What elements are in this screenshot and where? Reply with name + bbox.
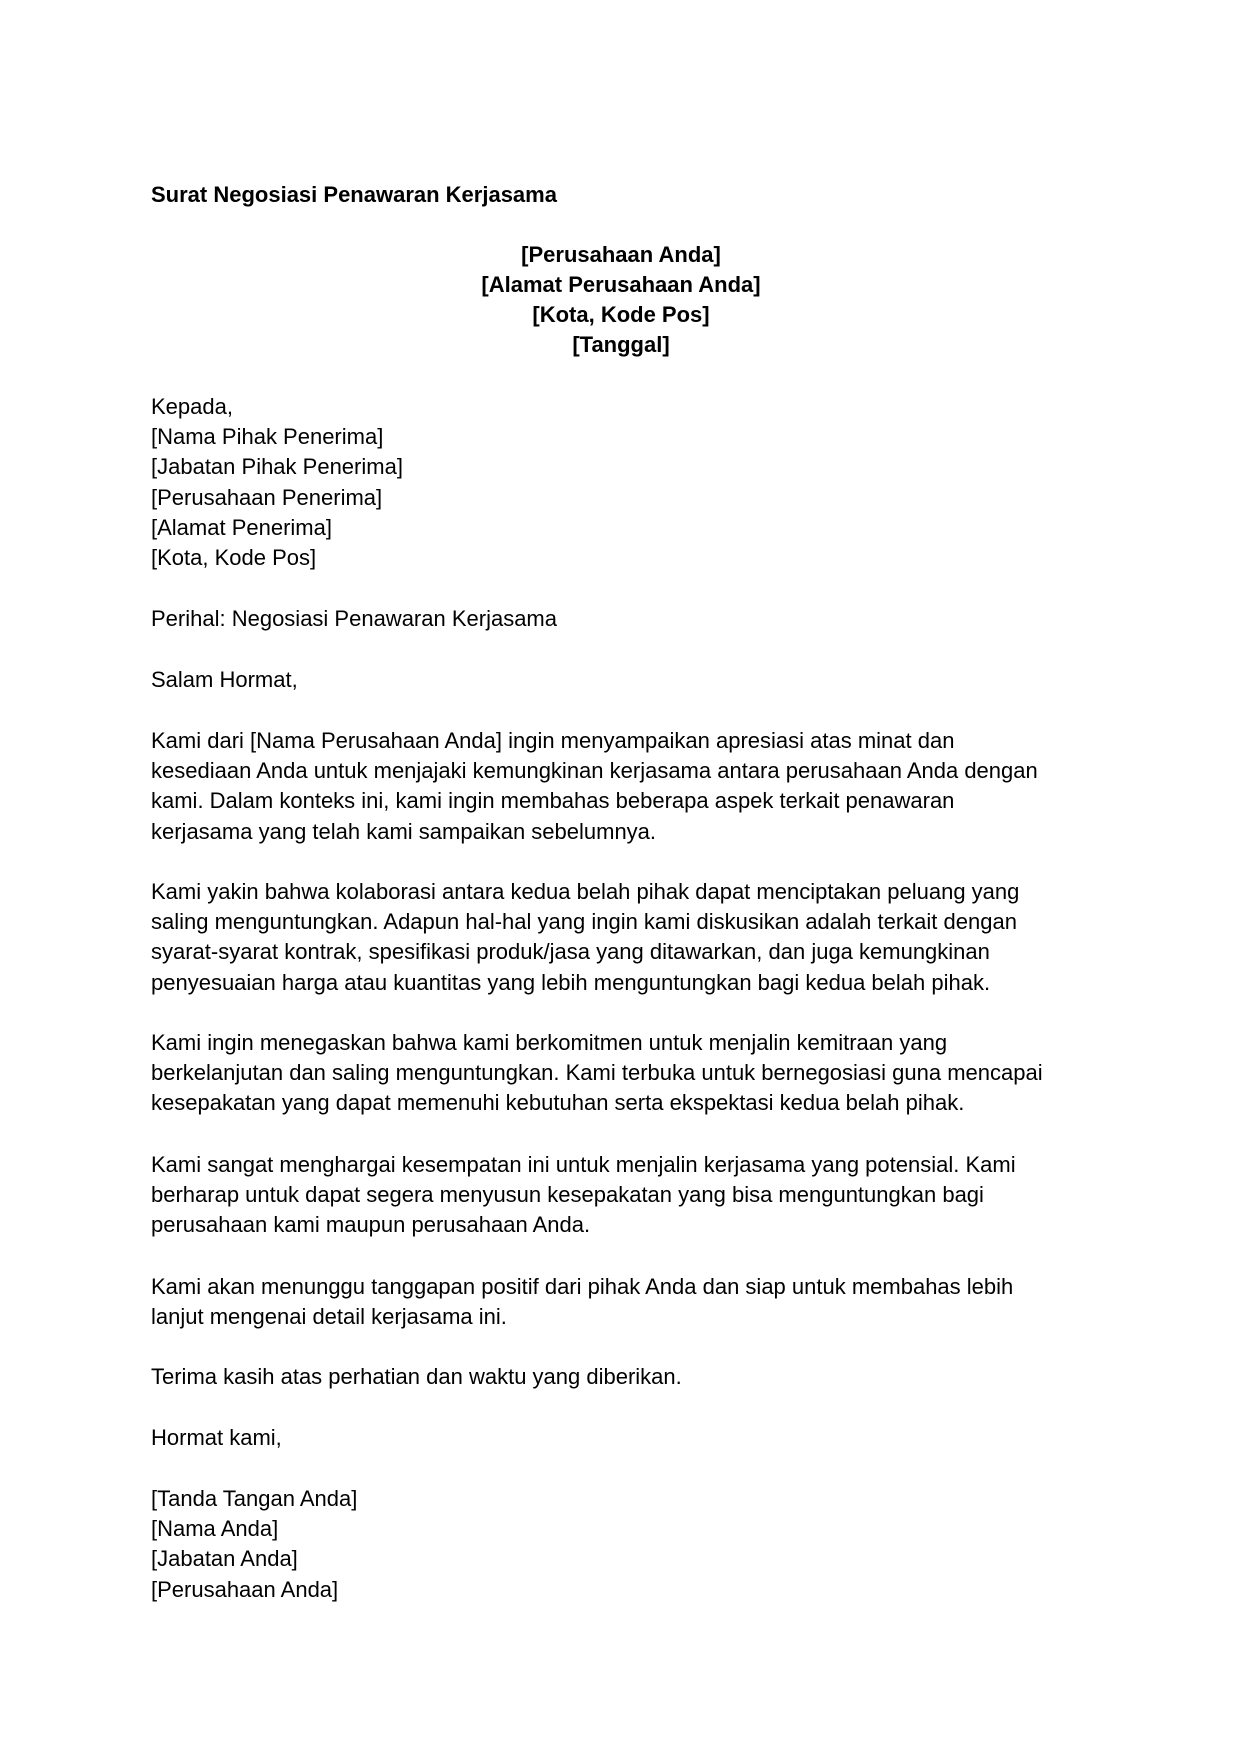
paragraph-1 bbox=[151, 726, 1111, 847]
paragraph-line: berkelanjutan dan saling menguntungkan. Kami terbuka untuk bernegosiasi guna mencapai bbox=[151, 1060, 1043, 1086]
document-title: Surat Negosiasi Penawaran Kerjasama bbox=[151, 182, 557, 207]
greeting bbox=[151, 665, 1111, 695]
paragraph-line: Kami yakin bahwa kolaborasi antara kedua belah pihak dapat menciptakan peluang yang bbox=[151, 879, 1020, 904]
signature-line: [Jabatan Anda] bbox=[151, 1546, 298, 1572]
recipient-line: [Alamat Penerima] bbox=[151, 514, 332, 540]
signature-block bbox=[151, 1484, 1111, 1605]
paragraph-line: syarat-syarat kontrak, spesifikasi produk/jasa yang ditawarkan, dan juga kemungkinan bbox=[151, 939, 990, 965]
signature-line: [Nama Anda] bbox=[151, 1516, 279, 1542]
paragraph-3 bbox=[151, 1028, 1111, 1119]
paragraph-line: saling menguntungkan. Adapun hal-hal yang ingin kami diskusikan adalah terkait dengan bbox=[151, 909, 1017, 935]
header-company: [Perusahaan Anda] bbox=[521, 242, 721, 267]
paragraph-line: perusahaan kami maupun perusahaan Anda. bbox=[151, 1212, 591, 1238]
header-city: [Kota, Kode Pos] bbox=[532, 302, 710, 327]
paragraph-line: kami. Dalam konteks ini, kami ingin membahas beberapa aspek terkait penawaran bbox=[151, 788, 955, 814]
header-date: [Tanggal] bbox=[572, 332, 670, 357]
recipient-block bbox=[151, 392, 1111, 573]
paragraph-line: kesediaan Anda untuk menjajaki kemungkinan kerjasama antara perusahaan Anda dengan bbox=[151, 758, 1038, 784]
recipient-line: [Perusahaan Penerima] bbox=[151, 484, 383, 510]
letter-header bbox=[0, 240, 1242, 360]
closing bbox=[151, 1423, 1111, 1453]
paragraph-line: Kami dari [Nama Perusahaan Anda] ingin menyampaikan apresiasi atas minat dan bbox=[151, 728, 955, 753]
recipient-line: [Kota, Kode Pos] bbox=[151, 544, 317, 570]
paragraph-2 bbox=[151, 877, 1111, 998]
paragraph-4 bbox=[151, 1150, 1111, 1241]
paragraph-line: Kami sangat menghargai kesempatan ini untuk menjalin kerjasama yang potensial. Kami bbox=[151, 1152, 1016, 1177]
paragraph-line: Kami akan menunggu tanggapan positif dari pihak Anda dan siap untuk membahas lebih bbox=[151, 1274, 1014, 1299]
recipient-line: [Jabatan Pihak Penerima] bbox=[151, 454, 403, 480]
recipient-line: Kepada, bbox=[151, 394, 233, 419]
paragraph-line: lanjut mengenai detail kerjasama ini. bbox=[151, 1304, 507, 1330]
subject-line bbox=[151, 604, 1111, 634]
paragraph-6 bbox=[151, 1362, 1111, 1392]
paragraph-line: kerjasama yang telah kami sampaikan sebelumnya. bbox=[151, 818, 657, 844]
subject-text: Perihal: Negosiasi Penawaran Kerjasama bbox=[151, 606, 557, 631]
closing-text: Hormat kami, bbox=[151, 1425, 282, 1450]
greeting-text: Salam Hormat, bbox=[151, 667, 298, 692]
paragraph-line: berharap untuk dapat segera menyusun kesepakatan yang bisa menguntungkan bagi bbox=[151, 1182, 984, 1208]
paragraph-5 bbox=[151, 1272, 1111, 1332]
recipient-line: [Nama Pihak Penerima] bbox=[151, 424, 384, 450]
paragraph-line: Kami ingin menegaskan bahwa kami berkomitmen untuk menjalin kemitraan yang bbox=[151, 1030, 948, 1055]
paragraph-line: penyesuaian harga atau kuantitas yang lebih menguntungkan bagi kedua belah pihak. bbox=[151, 969, 991, 995]
paragraph-line: Terima kasih atas perhatian dan waktu yang diberikan. bbox=[151, 1364, 682, 1389]
signature-line: [Perusahaan Anda] bbox=[151, 1576, 339, 1602]
signature-line: [Tanda Tangan Anda] bbox=[151, 1486, 358, 1511]
paragraph-line: kesepakatan yang dapat memenuhi kebutuhan serta ekspektasi kedua belah pihak. bbox=[151, 1090, 965, 1116]
header-address: [Alamat Perusahaan Anda] bbox=[481, 272, 761, 297]
